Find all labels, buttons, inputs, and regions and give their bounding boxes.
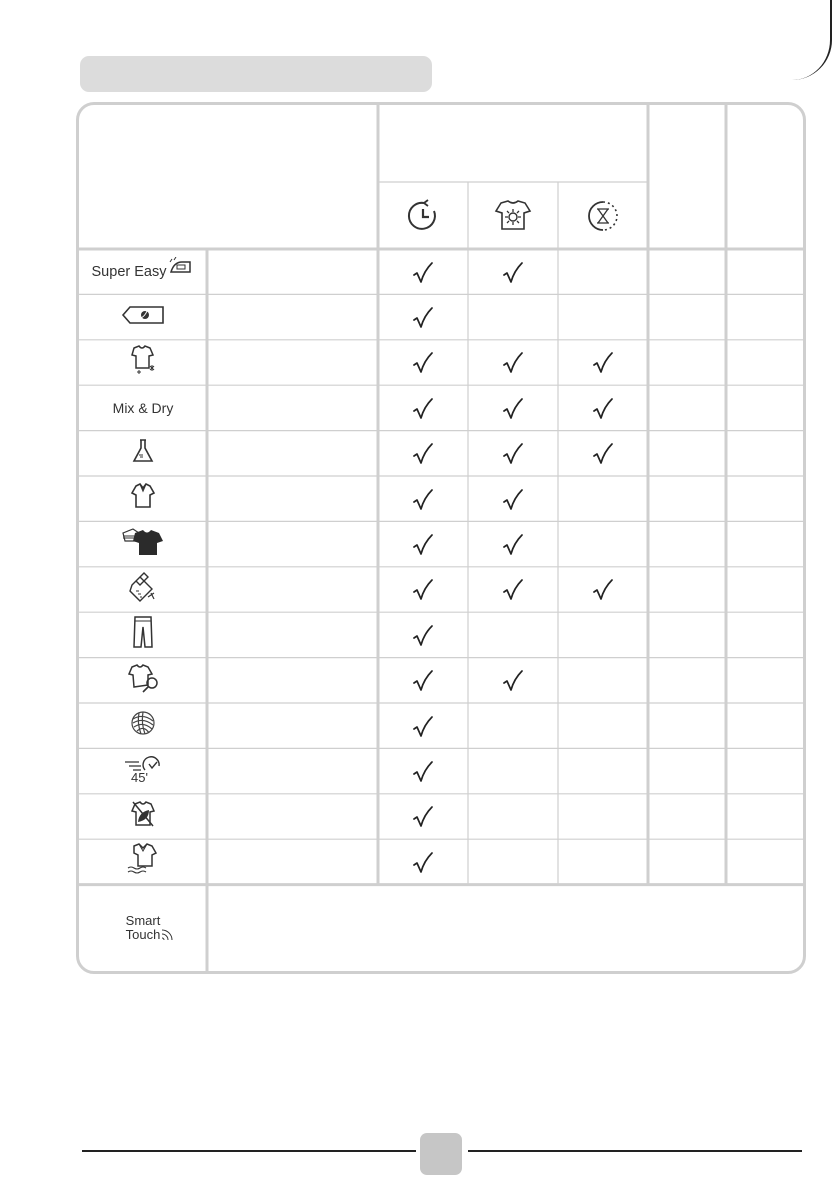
check-icon [378,614,468,659]
row-label-eco-tag [207,294,378,339]
check-icon [558,569,648,614]
crop-mark [792,0,832,80]
eco-tag-icon [121,305,165,330]
page-number-box [420,1133,462,1175]
polo-shirt-icon [129,482,157,515]
row-icon-jeans [79,612,207,657]
check-icon [378,342,468,387]
check-icon [468,433,558,478]
iron-icon [168,257,194,280]
shirt-stain-icon [126,663,160,698]
smart-touch-logo [79,885,207,971]
dark-clothes-icon [121,527,165,562]
row-icon-wool [79,703,207,748]
shirt-sparkle-icon [128,344,158,381]
row-label-synthetics [207,431,378,476]
row-label-rapid-45 [207,748,378,793]
row-icon-stains [79,658,207,703]
check-icon [378,750,468,795]
row-icon-eco-tag [79,294,207,339]
check-icon [378,478,468,523]
leaf-shirt-icon [129,800,157,833]
row-label-baby-care [207,567,378,612]
row-icon-delicates [79,794,207,839]
check-icon [378,796,468,841]
row-icon-mix-dry [79,385,207,430]
flask-icon [132,438,154,469]
check-icon [558,342,648,387]
check-icon [468,387,558,432]
footer-rule-right [468,1150,802,1152]
header-header-col4-label [648,105,726,249]
row-icon-baby-care [79,567,207,612]
wifi-icon [160,928,174,945]
row-icon-refresh [79,839,207,884]
header-header-col5-label [726,105,806,249]
check-icon [378,841,468,886]
row-label-mix-dry [207,385,378,430]
row-icon-rapid-45 [79,748,207,793]
row-label-hygiene [207,340,378,385]
check-icon [378,705,468,750]
smart-touch-line1: Smart [125,912,161,928]
dry-garment-icon [468,182,558,249]
header-header-top-label [378,105,648,182]
row-label-cotton [207,476,378,521]
check-icon [468,569,558,614]
program-table [76,102,806,974]
smart-touch-line2: Touch [125,926,161,942]
delay-timer-icon [378,182,468,249]
check-icon [378,387,468,432]
row-icon-synthetics [79,431,207,476]
check-icon [468,478,558,523]
row-label-stains [207,658,378,703]
check-icon [468,251,558,296]
wool-ball-icon [129,709,157,742]
row-label-refresh [207,839,378,884]
baby-bottle-icon [128,571,158,608]
check-icon [558,387,648,432]
row-icon-hygiene [79,340,207,385]
check-icon [468,523,558,568]
row-label-delicates [207,794,378,839]
row-icon-super-easy [79,249,207,294]
check-icon [378,296,468,341]
check-icon [378,251,468,296]
footer-rule-left [82,1150,416,1152]
row-label-jeans [207,612,378,657]
row-label-darks [207,521,378,566]
mix-dry-text: Mix & Dry [112,399,174,416]
jeans-icon [132,615,154,654]
row-icon-cotton [79,476,207,521]
row-label-wool [207,703,378,748]
check-icon [378,523,468,568]
rapid-45-text: 45' [131,770,148,786]
super-easy-text: Super Easy [91,263,167,280]
check-icon [378,433,468,478]
check-icon [378,660,468,705]
smart-touch-description [207,885,806,971]
section-title [80,56,432,92]
row-label-super-easy [207,249,378,294]
check-icon [468,342,558,387]
check-icon [378,569,468,614]
steam-finish-icon [558,182,648,249]
row-icon-darks [79,521,207,566]
shirt-steam-icon [126,842,160,881]
check-icon [558,433,648,478]
check-icon [468,660,558,705]
